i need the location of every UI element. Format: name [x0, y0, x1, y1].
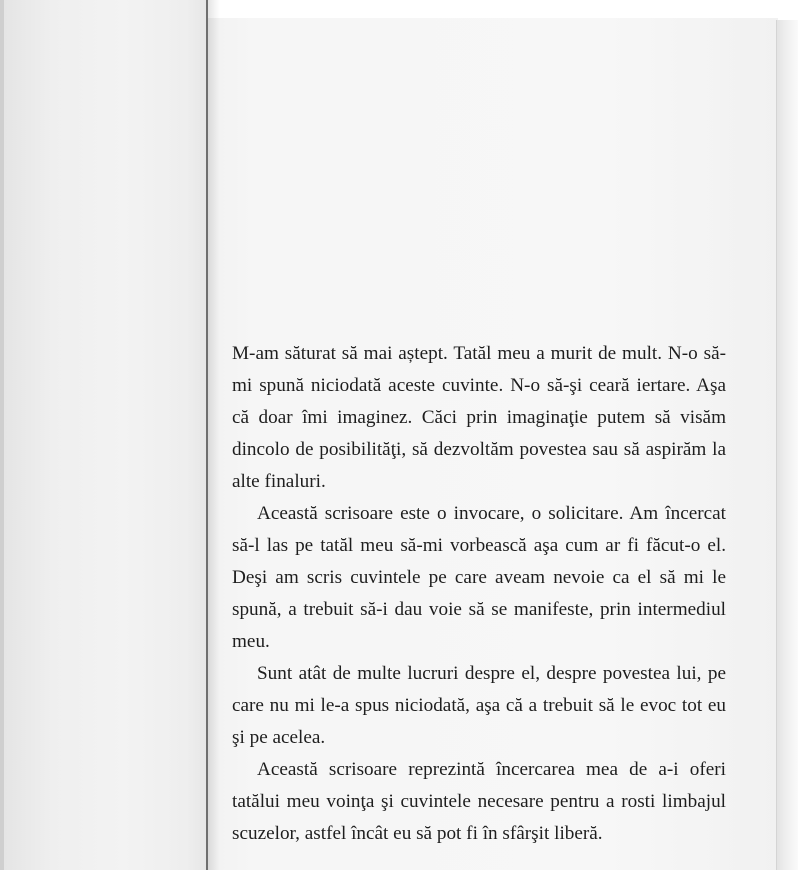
- left-page-edge: [0, 0, 4, 870]
- paragraph-3: Sunt atât de multe lucruri despre el, despre povestea lui, pe care nu mi le-a spus niciodată, aşa că a trebuit să le evoc tot eu şi pe acelea.: [232, 663, 726, 748]
- paragraph-1: M-am săturat să mai aștept. Tatăl meu a murit de mult. N-o să-mi spună niciodată aceste cuvinte. N-o să-şi ceară iertare. Aşa că doar îmi imaginez. Căci prin imaginaţie putem să visăm dincolo de posibilităţi, să dezvoltăm povestea sau să aspirăm la alte finaluri.: [232, 343, 726, 492]
- page-stack-edge: [776, 20, 798, 870]
- paragraph-4: Această scrisoare reprezintă încercarea mea de a-i oferi tatălui meu voinţa şi cuvintele necesare pentru a rosti limbajul scuzelor, astfel încât eu să pot fi în sfârşit liberă.: [232, 759, 726, 844]
- paragraph-2: Această scrisoare este o invocare, o solicitare. Am încercat să-l las pe tatăl meu să-mi vorbească aşa cum ar fi făcut-o el. Deşi am scris cuvintele pe care aveam nevoie ca el să mi le spună, a trebuit să-i dau voie să se manifeste, prin intermediul meu.: [232, 503, 726, 652]
- left-page: [0, 0, 207, 870]
- page-stack-divider: [776, 20, 777, 870]
- page-text-block: [232, 338, 726, 850]
- spine-shadow: [208, 0, 220, 870]
